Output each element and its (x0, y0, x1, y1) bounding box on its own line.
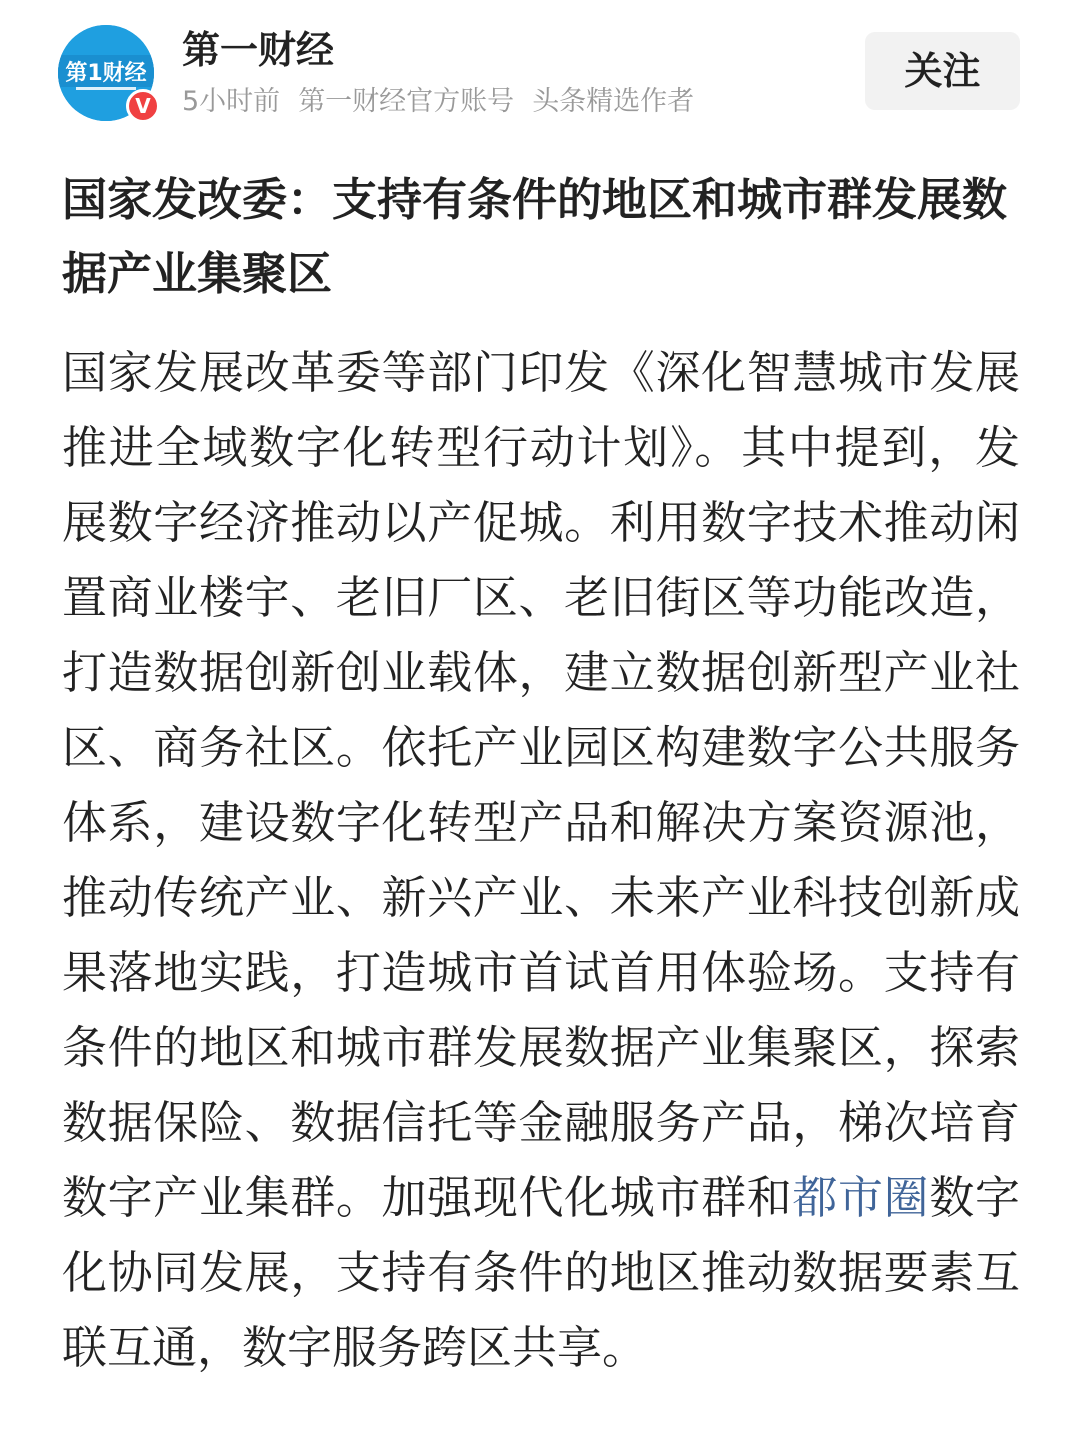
article-body-text-before-link: 国家发展改革委等部门印发《深化智慧城市发展推进全域数字化转型行动计划》。其中提到，发展数字经济推动以产促城。利用数字技术推动闲置商业楼宇、老旧厂区、老旧街区等功能改造，打造数据创新创业载体，建立数据创新型产业社区、商务社区。依托产业园区构建数字公共服务体系，建设数字化转型产品和解决方案资源池，推动传统产业、新兴产业、未来产业科技创新成果落地实践，打造城市首试首用体验场。支持有条件的地区和城市群发展数据产业集聚区，探索数据保险、数据信托等金融服务产品，梯次培育数字产业集群。加强现代化城市群和 (62, 346, 1020, 1224)
follow-button[interactable]: 关注 (865, 32, 1020, 110)
author-tag: 头条精选作者 (532, 86, 695, 117)
post-time: 5小时前 (182, 86, 281, 117)
article-header (0, 0, 1080, 140)
verified-badge-icon: V (126, 89, 160, 123)
article-body-text-after-link: 数字化协同发展，支持有条件的地区推动数据要素互联互通，数字服务跨区共享。 (62, 1171, 1020, 1374)
post-meta (182, 82, 712, 122)
article-body (62, 335, 1020, 1385)
account-description: 第一财经官方账号 (298, 86, 515, 117)
avatar-logo-text: 第1财经 (65, 61, 147, 86)
metropolitan-area-link[interactable]: 都市圈 (792, 1171, 930, 1224)
account-avatar[interactable] (58, 25, 154, 121)
account-name[interactable]: 第一财经 (182, 28, 335, 72)
article-title: 国家发改委：支持有条件的地区和城市群发展数据产业集聚区 (62, 173, 1008, 300)
